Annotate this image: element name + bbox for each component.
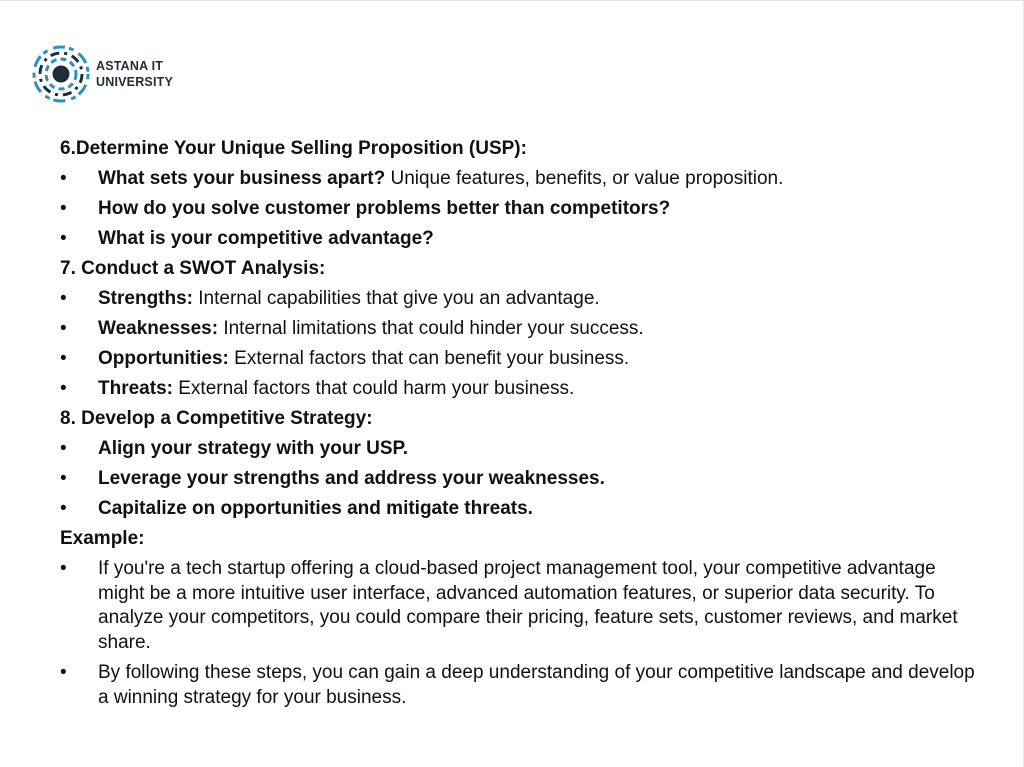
bullet-icon: • — [60, 378, 67, 399]
section-heading-example: Example: — [60, 528, 145, 549]
bullet-bold-text: Strengths: — [98, 288, 193, 309]
bullet-item — [60, 167, 960, 197]
bullet-item — [60, 661, 975, 716]
bullet-item — [60, 467, 960, 497]
bullet-icon: • — [60, 288, 67, 309]
bullet-icon: • — [60, 318, 67, 339]
logo-emblem-icon — [30, 40, 92, 108]
bullet-item — [60, 287, 960, 317]
bullet-bold-text: Weaknesses: — [98, 318, 219, 339]
bullet-bold-text: Capitalize on opportunities and mitigate threats. — [98, 498, 533, 519]
bullet-text: Unique features, benefits, or value proposition. — [385, 168, 784, 189]
slide-body — [60, 137, 975, 716]
bullet-icon: • — [60, 498, 67, 519]
bullet-text: Internal capabilities that give you an advantage. — [193, 288, 600, 309]
bullet-item — [60, 497, 960, 527]
bullet-bold-text: Align your strategy with your USP. — [98, 438, 409, 459]
logo-line-2: UNIVERSITY — [96, 75, 174, 89]
section-heading-swot: 7. Conduct a SWOT Analysis: — [60, 258, 326, 279]
bullet-item — [60, 317, 960, 347]
section-heading-usp: 6.Determine Your Unique Selling Proposition (USP): — [60, 138, 527, 159]
section-heading-strategy: 8. Develop a Competitive Strategy: — [60, 408, 373, 429]
bullet-bold-text: What is your competitive advantage? — [98, 228, 434, 249]
university-logo — [30, 40, 173, 108]
bullet-item — [60, 557, 960, 661]
bullet-item — [60, 437, 960, 467]
bullet-icon: • — [60, 198, 67, 219]
bullet-item — [60, 377, 960, 407]
bullet-text: Internal limitations that could hinder your success. — [218, 318, 644, 339]
logo-line-1: ASTANA IT — [96, 59, 164, 73]
top-border — [0, 0, 1024, 1]
bullet-icon: • — [60, 438, 67, 459]
bullet-item — [60, 227, 960, 257]
bullet-icon: • — [60, 558, 67, 579]
bullet-text: If you're a tech startup offering a cloud-based project management tool, your competitive advantage might be a more intuitive user interface, advanced automation features, or superior data security. To analyze your competitors, you could compare their pricing, feature sets, customer reviews, and market share. — [98, 558, 958, 653]
bullet-bold-text: How do you solve customer problems better than competitors? — [98, 198, 671, 219]
bullet-icon: • — [60, 348, 67, 369]
bullet-text: External factors that could harm your business. — [172, 378, 575, 399]
bullet-bold-text: Opportunities: — [98, 348, 229, 369]
bullet-bold-text: Leverage your strengths and address your weaknesses. — [98, 468, 605, 489]
logo-wordmark — [96, 58, 173, 90]
bullet-bold-text: Threats: — [98, 378, 173, 399]
bullet-text: By following these steps, you can gain a deep understanding of your competitive landscape and develop a winning strategy for your business. — [98, 662, 975, 708]
bullet-bold-text: What sets your business apart? — [98, 168, 386, 189]
bullet-item — [60, 197, 960, 227]
bullet-icon: • — [60, 228, 67, 249]
bullet-icon: • — [60, 168, 67, 189]
bullet-item — [60, 347, 960, 377]
bullet-text: External factors that can benefit your business. — [228, 348, 630, 369]
bullet-icon: • — [60, 468, 67, 489]
bullet-icon: • — [60, 662, 67, 683]
